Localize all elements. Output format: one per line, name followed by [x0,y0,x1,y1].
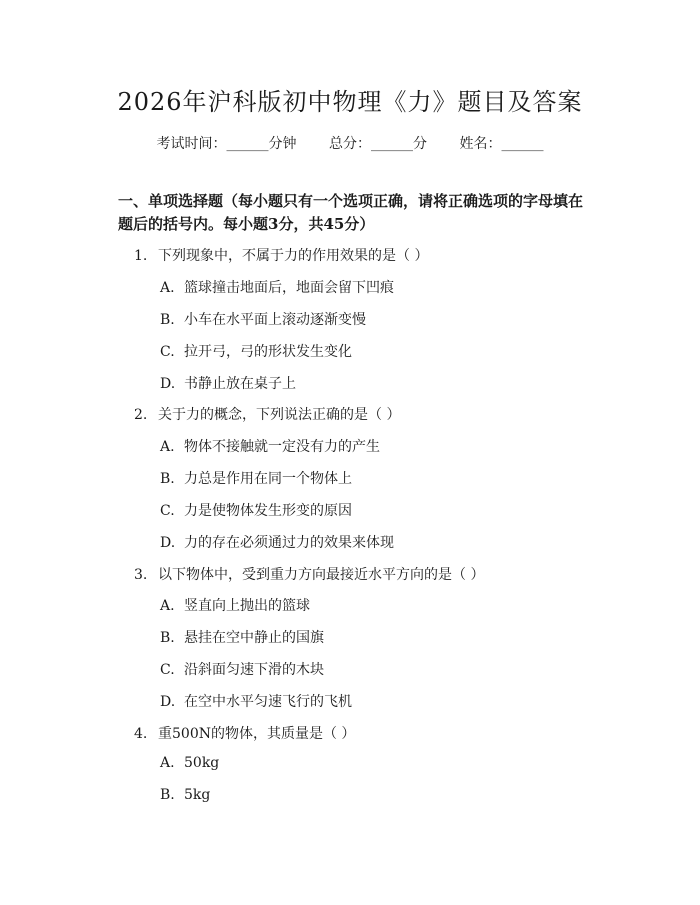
option-label: A. [160,598,175,614]
option [160,500,352,520]
option-label: D. [160,535,176,551]
exam-time: 考试时间：______分钟 [156,136,297,152]
option [160,691,352,711]
option-text: 悬挂在空中静止的国旗 [184,630,324,646]
option-label: C. [160,344,175,360]
option [160,468,352,488]
option [160,277,394,297]
option-text: 沿斜面匀速下滑的木块 [184,662,324,678]
option-label: B. [160,312,175,328]
option-label: A. [160,280,175,296]
option [160,373,296,393]
option-text: 拉开弓，弓的形状发生变化 [184,344,352,360]
question-2 [134,404,400,424]
question-text: 下列现象中，不属于力的作用效果的是（ ） [158,248,429,264]
option-text: 竖直向上抛出的篮球 [184,598,310,614]
option-label: C. [160,503,175,519]
option [160,787,210,803]
option-text: 物体不接触就一定没有力的产生 [184,439,380,455]
option [160,341,352,361]
option-label: B. [160,630,175,646]
option-label: D. [160,376,176,392]
option [160,659,324,679]
option-text: 50kg [184,755,220,771]
option [160,595,310,615]
question-number: 1. [134,248,148,264]
option-text: 5kg [184,787,211,803]
document-title: 2026年沪科版初中物理《力》题目及答案 [117,88,583,116]
option [160,309,366,329]
option-text: 力是使物体发生形变的原因 [184,503,352,519]
question-1 [134,245,428,265]
option-label: A. [160,755,175,771]
option-text: 书静止放在桌子上 [184,376,296,392]
option [160,755,219,771]
option [160,436,380,456]
option-label: B. [160,471,175,487]
option-label: C. [160,662,175,678]
option-text: 小车在水平面上滚动逐渐变慢 [184,312,366,328]
option [160,627,324,647]
option [160,532,394,552]
question-3 [134,564,484,584]
student-name: 姓名：______ [459,136,544,152]
question-text: 以下物体中，受到重力方向最接近水平方向的是（ ） [158,567,485,583]
option-text: 在空中水平匀速飞行的飞机 [184,694,352,710]
question-4 [134,723,355,743]
total-score: 总分：______分 [329,136,427,152]
question-text: 重500N的物体，其质量是（ ） [158,726,356,742]
option-label: A. [160,439,175,455]
option-label: D. [160,694,176,710]
option-text: 力的存在必须通过力的效果来体现 [184,535,394,551]
exam-meta [0,133,700,153]
option-text: 篮球撞击地面后，地面会留下凹痕 [184,280,394,296]
question-number: 2. [134,407,148,423]
option-label: B. [160,787,175,803]
option-text: 力总是作用在同一个物体上 [184,471,352,487]
section-heading: 一、单项选择题（每小题只有一个选项正确，请将正确选项的字母填在题后的括号内。每小题3分，共45分） [118,192,584,233]
question-text: 关于力的概念，下列说法正确的是（ ） [158,407,401,423]
question-number: 3. [134,567,148,583]
question-number: 4. [134,726,148,742]
